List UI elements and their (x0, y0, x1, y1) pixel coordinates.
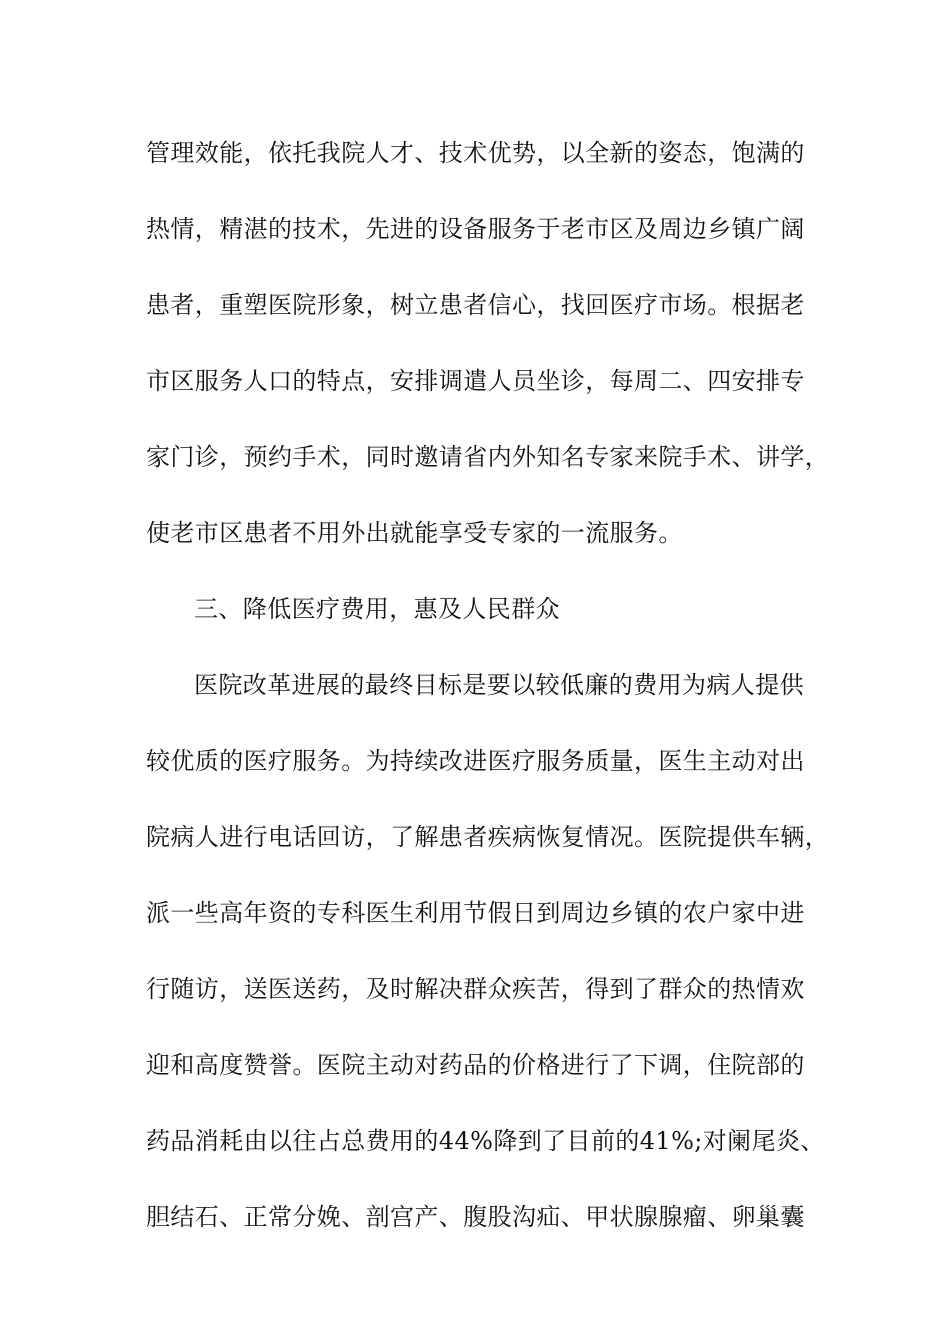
paragraph-line: 家门诊，预约手术，同时邀请省内外知名专家来院手术、讲学， (146, 443, 830, 471)
paragraph-line: 药品消耗由以往占总费用的44%降到了目前的41%;对阑尾炎、 (146, 1127, 825, 1155)
paragraph-line: 医院改革进展的最终目标是要以较低廉的费用为病人提供 (194, 671, 804, 699)
body-text (146, 130, 846, 1270)
paragraph-line: 患者，重塑医院形象，树立患者信心，找回医疗市场。根据老 (146, 291, 805, 319)
paragraph-line: 使老市区患者不用外出就能享受专家的一流服务。 (146, 519, 683, 547)
paragraph-line: 行随访，送医送药，及时解决群众疾苦，得到了群众的热情欢 (146, 975, 805, 1003)
paragraph-line: 院病人进行电话回访，了解患者疾病恢复情况。医院提供车辆， (146, 823, 830, 851)
paragraph-line: 管理效能，依托我院人才、技术优势，以全新的姿态，饱满的 (146, 139, 805, 167)
section-heading: 三、降低医疗费用，惠及人民群众 (194, 595, 560, 623)
paragraph-line: 派一些高年资的专科医生利用节假日到周边乡镇的农户家中进 (146, 899, 805, 927)
paragraph-line: 市区服务人口的特点，安排调遣人员坐诊，每周二、四安排专 (146, 367, 805, 395)
paragraph-line: 热情，精湛的技术，先进的设备服务于老市区及周边乡镇广阔 (146, 215, 805, 243)
paragraph-line: 胆结石、正常分娩、剖宫产、腹股沟疝、甲状腺腺瘤、卵巢囊 (146, 1203, 805, 1231)
paragraph-line: 较优质的医疗服务。为持续改进医疗服务质量，医生主动对出 (146, 747, 805, 775)
paragraph-line: 迎和高度赞誉。医院主动对药品的价格进行了下调，住院部的 (146, 1051, 805, 1079)
